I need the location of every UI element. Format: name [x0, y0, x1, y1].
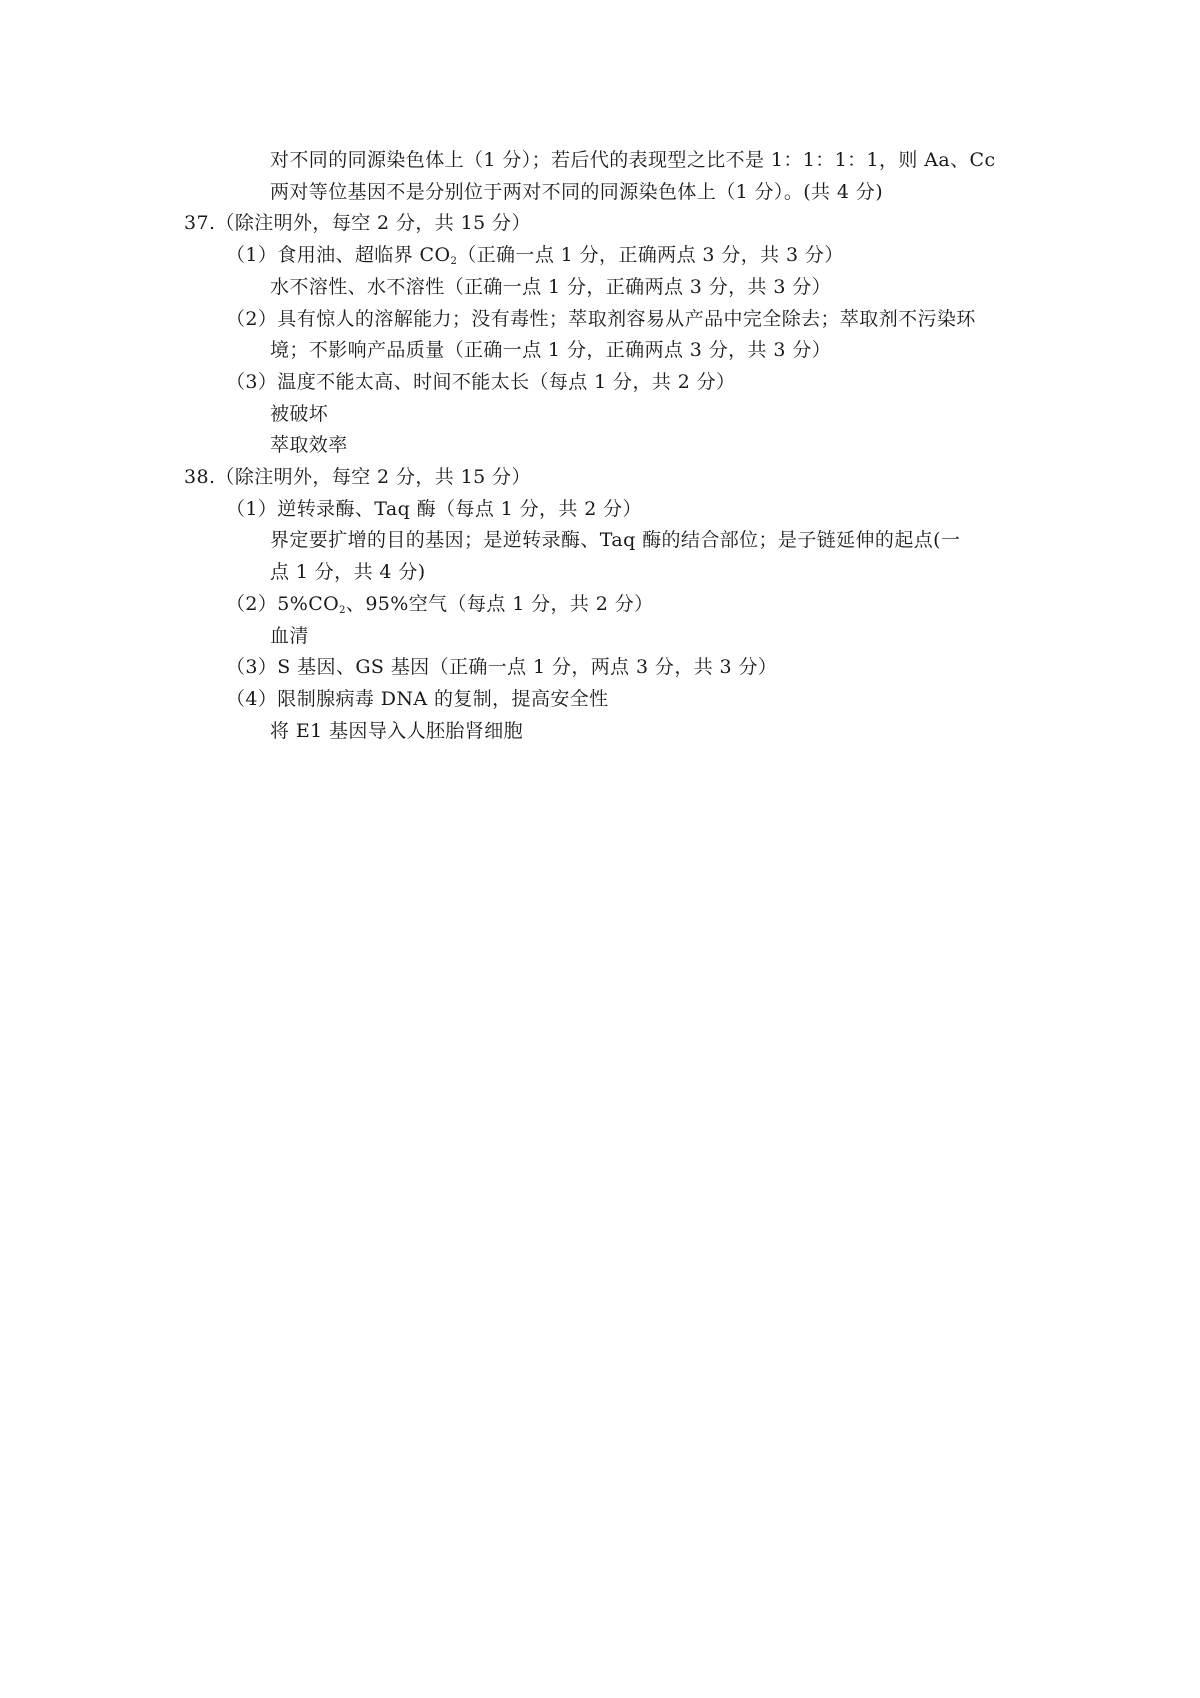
question-37-heading: 37.（除注明外，每空 2 分，共 15 分）: [184, 212, 531, 234]
question-37-part-1: （1）食用油、超临界 $CO_2$（正确一点 1 分，正确两点 3 分，共 3 分）: [226, 244, 844, 267]
question-38-part-4: （4）限制腺病毒 DNA 的复制，提高安全性: [226, 688, 609, 710]
answer-line: 被破坏: [270, 403, 329, 425]
answer-line: 两对等位基因不是分别位于两对不同的同源染色体上（1 分）。(共 4 分): [270, 181, 884, 203]
subscript: 2: [450, 256, 458, 267]
answer-line: 界定要扩增的目的基因；是逆转录酶、Taq 酶的结合部位；是子链延伸的起点(一: [270, 529, 961, 551]
answer-line: 水不溶性、水不溶性（正确一点 1 分，正确两点 3 分，共 3 分）: [270, 276, 832, 298]
question-38-heading: 38.（除注明外，每空 2 分，共 15 分）: [184, 466, 531, 488]
answer-line: 萃取效率: [270, 434, 348, 456]
answer-line: 境；不影响产品质量（正确一点 1 分，正确两点 3 分，共 3 分）: [270, 339, 832, 361]
answer-line: 将 E1 基因导入人胚胎肾细胞: [270, 720, 524, 742]
answer-line: 点 1 分，共 4 分): [270, 561, 426, 583]
question-38-part-2: $(2)5\%CO_2$、95%空气（每点 1 分，共 2 分）: [226, 593, 654, 616]
answer-line: 血清: [270, 625, 309, 647]
subscript: 2: [339, 605, 346, 616]
question-37-part-2: （2）具有惊人的溶解能力；没有毒性；萃取剂容易从产品中完全除去；萃取剂不污染环: [226, 308, 976, 330]
question-37-part-3: （3）温度不能太高、时间不能太长（每点 1 分，共 2 分）: [226, 371, 736, 393]
question-38-part-3: （3）S 基因、GS 基因（正确一点 1 分，两点 3 分，共 3 分）: [226, 656, 778, 678]
answer-line: 对不同的同源染色体上（1 分）；若后代的表现型之比不是 1：1：1：1，则 Aa、Cc: [270, 149, 996, 171]
question-38-part-1: （1）逆转录酶、Taq 酶（每点 1 分，共 2 分）: [226, 498, 642, 520]
